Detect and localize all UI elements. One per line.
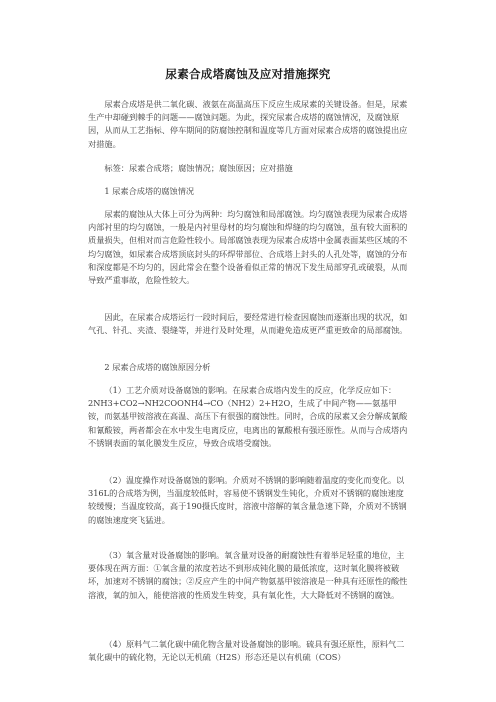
section2-p4-text: （4）原料气二氧化碳中硫化物含量对设备腐蚀的影响。硫具有强还原性，原料气二氧化碳中的硫化物，无论以无机硫（H2S）形态还是以有机硫（COS） [88, 639, 405, 663]
section2-paragraph-3 [88, 549, 410, 602]
abstract-paragraph [88, 98, 410, 151]
abstract-text: 尿素合成塔是供二氧化碳、液氨在高温高压下反应生成尿素的关键设备。但是，尿素生产中却碰到棘手的问题——腐蚀问题。为此，探究尿素合成塔的腐蚀情况，及腐蚀原因，从而从工艺指标、停车期间的防腐蚀控制和温度等几方面对尿素合成塔的腐蚀提出应对措施。 [88, 99, 408, 149]
section2-p3-text: （3）氧含量对设备腐蚀的影响。氧含量对设备的耐腐蚀性有着举足轻重的地位，主要体现在两方面：①氧含量的浓度若达不到形成钝化膜的最低浓度，这时氧化膜将被破坏，加速对不锈钢的腐蚀；②反应产生的中间产物氨基甲铵溶液是一种具有还原性的酸性溶液，氧的加入，能使溶液的性质发生转变，具有氧化性，大大降低对不锈钢的腐蚀。 [88, 550, 408, 600]
section1-heading-text: 1 尿素合成塔的腐蚀情况 [104, 186, 195, 196]
section2-paragraph-1 [88, 384, 410, 450]
section1-heading [88, 185, 410, 198]
section1-paragraph-2 [88, 311, 410, 337]
document-title: 尿素合成塔腐蚀及应对措施探究 [165, 67, 331, 81]
section1-p2-text: 因此，在尿素合成塔运行一段时间后，要经常进行检查因腐蚀而逐渐出现的状况，如气孔、针孔、夹渣、裂缝等，并进行及时处理，从而避免造成更严重更致命的局部腐蚀。 [88, 312, 408, 336]
keywords-paragraph [88, 162, 410, 175]
section2-paragraph-4 [88, 638, 410, 664]
keywords-text: 标签：尿素合成塔；腐蚀情况；腐蚀原因；应对措施 [104, 163, 293, 173]
section2-p2-text: （2）温度操作对设备腐蚀的影响。介质对不锈钢的影响随着温度的变化而变化。以316L的合成塔为例，当温度较低时，容易使不锈钢发生钝化，介质对不锈钢的腐蚀速度较缓慢；当温度较高，高于190摄氏度时，溶液中溶解的氧含量急速下降，介质对不锈钢的腐蚀速度突飞猛进。 [88, 475, 407, 525]
section1-paragraph-1 [88, 208, 410, 287]
section1-p1-text: 尿素的腐蚀从大体上可分为两种：均匀腐蚀和局部腐蚀。均匀腐蚀表现为尿素合成塔内部衬里的均匀腐蚀，一般是内衬里母材的均匀腐蚀和焊缝的均匀腐蚀，虽有较大面积的质量损失，但相对而言危险性较小。局部腐蚀表现为尿素合成塔中金属表面某些区域的不均匀腐蚀，如尿素合成塔顶底封头的环焊带部位、合成塔上封头的人孔处等，腐蚀的分布和深度都是不均匀的，因此常会在整个设备看似正常的情况下发生局部穿孔或破裂，从而导致严重事故，危险性较大。 [88, 209, 408, 286]
section2-p1-text: （1）工艺介质对设备腐蚀的影响。在尿素合成塔内发生的反应，化学反应如下：2NH3+CO2→NH2COONH4→CO（NH2）2+H2O，生成了中间产物——氨基甲铵，而氨基甲铵溶液在高温、高压下有很强的腐蚀性。同时，合成的尿素又会分解成氰酸和氰酸铵，两者都会在水中发生电离反应，电离出的氰酸根有强还原性。从而与合成塔内不锈钢表面的氧化膜发生反应，导致合成塔受腐蚀。 [88, 385, 408, 448]
section2-heading [88, 361, 410, 374]
section2-paragraph-2 [88, 474, 410, 527]
section2-heading-text: 2 尿素合成塔的腐蚀原因分析 [104, 362, 211, 372]
